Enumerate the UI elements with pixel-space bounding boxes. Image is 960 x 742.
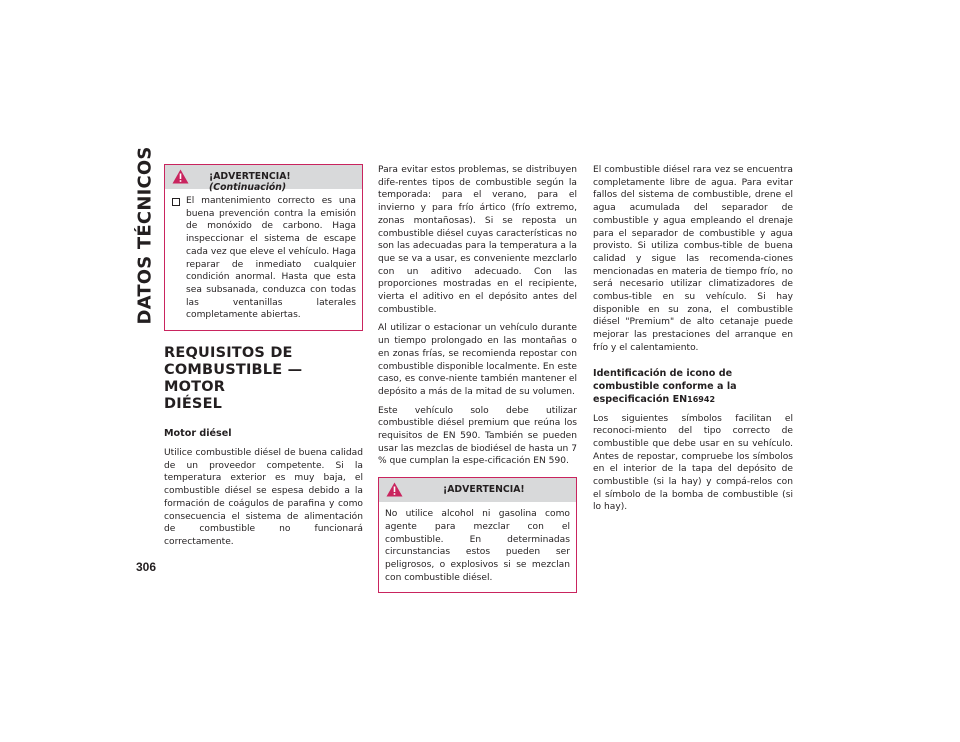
column-1 <box>164 164 363 549</box>
warning-bullet-text: El mantenimiento correcto es una buena prevención contra la emisión de monóxido de carbono. Haga inspeccionar el sistema de escape cada vez que eleve el vehículo. Haga reparar de inmediato cualquier condición anormal. Hasta que esta sea subsanada, conduzca con todas las ventanillas laterales completamente abiertas. <box>186 196 356 321</box>
warning-triangle-icon <box>386 482 403 497</box>
warning-header <box>165 165 362 193</box>
warning-triangle-icon <box>172 169 189 184</box>
square-bullet-icon <box>172 198 180 206</box>
subheading-code: 16942 <box>687 394 716 404</box>
heading-line-2: COMBUSTIBLE — MOTOR <box>164 362 303 396</box>
paragraph: Este vehículo solo debe utilizar combustible diésel premium que reúna los requisitos de EN 590. También se pueden usar las mezclas de biodiésel de hasta un 7 % que cumplan la espe-cificación EN 590. <box>378 405 577 467</box>
warning-title: ¡ADVERTENCIA! (Continuación) <box>209 171 291 193</box>
warning-title: ¡ADVERTENCIA! <box>443 484 525 496</box>
section-tab-label: DATOS TÉCNICOS <box>134 145 156 325</box>
heading-line-1: REQUISITOS DE <box>164 345 293 362</box>
section-heading <box>164 345 363 413</box>
column-2 <box>378 164 577 593</box>
heading-line-3: DIÉSEL <box>164 396 223 413</box>
paragraph: El combustible diésel rara vez se encuentra completamente libre de agua. Para evitar fallos del sistema de combustible, drene el agua acumulada del separador de combustible y agua empleando el drenaje para el separador de combustible y agua provisto. Si utiliza combus-tible de buena calidad y sigue las recomenda-ciones mencionadas en materia de tiempo frío, no será necesario utilizar climatizadores de combus-tible en su vehículo. Si hay disponible en su zona, el combustible diésel "Premium" de alto cetanaje puede mejorar las prestaciones del arranque en frío y el calentamiento. <box>593 165 793 353</box>
warning-text: No utilice alcohol ni gasolina como agente para mezclar con el combustible. En determinadas circunstancias estos pueden ser peligrosos, o explosivos si se mezclan con combustible diésel. <box>385 509 570 583</box>
paragraph: Los siguientes símbolos facilitan el reconoci-miento del tipo correcto de combustible que debe usar en su vehículo. Antes de repostar, compruebe los símbolos en el interior de la tapa del depósito de combustible (si la hay) y compá-relos con el símbolo de la bomba de combustible (si lo hay). <box>593 413 793 513</box>
page-number: 306 <box>136 560 157 574</box>
column-3 <box>593 164 793 514</box>
warning-body <box>379 502 576 592</box>
warning-body <box>165 189 362 330</box>
warning-bullet <box>171 195 356 322</box>
paragraph: Utilice combustible diésel de buena calidad de un proveedor competente. Si la temperatura exterior es muy baja, el combustible diésel se espesa debido a la formación de coágulos de parafina y como consecuencia el sistema de alimentación de combustible no funcionará correctamente. <box>164 448 363 547</box>
subheading-icon-identification: Identificación de icono de combustible conforme a la especificación EN16942 <box>593 367 737 405</box>
subheading-motor-diesel: Motor diésel <box>164 428 232 440</box>
warning-continuation: (Continuación) <box>209 182 287 193</box>
warning-box-continued <box>164 164 363 331</box>
warning-box <box>378 477 577 593</box>
section-tab <box>134 145 156 325</box>
warning-header <box>379 478 576 502</box>
paragraph: Para evitar estos problemas, se distribuyen dife-rentes tipos de combustible según la temporada: para el verano, para el invierno y para frío ártico (frío extremo, zonas montañosas). Si se reposta un combustible diésel cuyas características no son las adecuadas para la temperatura a la que se va a usar, es conveniente mezclarlo con un aditivo adecuado. Con las proporciones mostradas en el recipiente, vierta el aditivo en el depósito antes del combustible. <box>378 165 577 315</box>
paragraph: Al utilizar o estacionar un vehículo durante un tiempo prolongado en las montañas o en zonas frías, se recomienda repostar con combustible disponible localmente. En este caso, es conve-niente también mantener el depósito a más de la mitad de su volumen. <box>378 323 577 397</box>
